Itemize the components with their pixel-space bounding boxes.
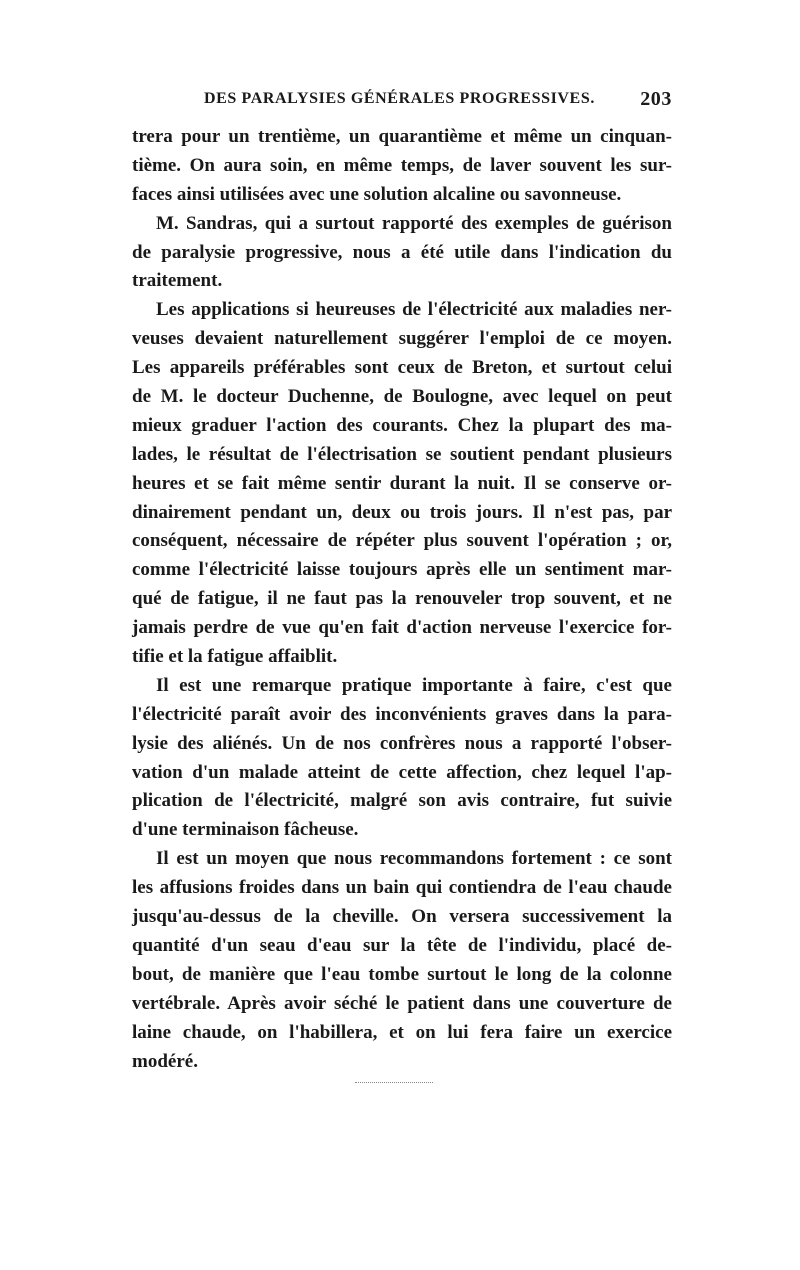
text-line: veuses devaient naturellement suggérer l'emploi de ce moyen. bbox=[132, 328, 672, 350]
text-line: plication de l'électricité, malgré son avis contraire, fut suivie bbox=[132, 790, 672, 812]
text-line: heures et se fait même sentir durant la nuit. Il se conserve or- bbox=[132, 472, 672, 494]
text-line: traitement. bbox=[132, 270, 223, 292]
text-line: jamais perdre de vue qu'en fait d'action nerveuse l'exercice for- bbox=[132, 617, 672, 639]
text-line: comme l'électricité laisse toujours après elle un sentiment mar- bbox=[132, 559, 672, 581]
page-number: 203 bbox=[640, 88, 672, 110]
text-line: d'une terminaison fâcheuse. bbox=[132, 819, 359, 841]
text-line: quantité d'un seau d'eau sur la tête de l'individu, placé de- bbox=[132, 934, 672, 956]
text-line: Les appareils préférables sont ceux de Breton, et surtout celui bbox=[132, 357, 672, 379]
text-line: M. Sandras, qui a surtout rapporté des exemples de guérison bbox=[156, 212, 672, 234]
text-line: les affusions froides dans un bain qui contiendra de l'eau chaude bbox=[132, 877, 672, 899]
text-line: Il est un moyen que nous recommandons fortement : ce sont bbox=[156, 848, 672, 870]
text-line: modéré. bbox=[132, 1050, 198, 1072]
text-line: conséquent, nécessaire de répéter plus souvent l'opération ; or, bbox=[132, 530, 672, 552]
text-line: vation d'un malade atteint de cette affection, chez lequel l'ap- bbox=[132, 761, 672, 783]
text-line: vertébrale. Après avoir séché le patient dans une couverture de bbox=[132, 992, 672, 1014]
text-line: lysie des aliénés. Un de nos confrères nous a rapporté l'obser- bbox=[132, 732, 672, 754]
text-line: tième. On aura soin, en même temps, de laver souvent les sur- bbox=[132, 154, 672, 176]
text-line: tifie et la fatigue affaiblit. bbox=[132, 646, 338, 668]
text-line: l'électricité paraît avoir des inconvénients graves dans la para- bbox=[132, 703, 672, 725]
text-line: de M. le docteur Duchenne, de Boulogne, avec lequel on peut bbox=[132, 386, 672, 408]
text-line: de paralysie progressive, nous a été utile dans l'indication du bbox=[132, 241, 672, 263]
text-line: dinairement pendant un, deux ou trois jours. Il n'est pas, par bbox=[132, 501, 672, 523]
text-line: lades, le résultat de l'électrisation se soutient pendant plusieurs bbox=[132, 443, 672, 465]
text-line: Les applications si heureuses de l'électricité aux maladies ner- bbox=[156, 299, 672, 321]
text-line: mieux graduer l'action des courants. Chez la plupart des ma- bbox=[132, 414, 672, 436]
text-line: faces ainsi utilisées avec une solution alcaline ou savonneuse. bbox=[132, 183, 622, 205]
text-line: bout, de manière que l'eau tombe surtout le long de la colonne bbox=[132, 963, 672, 985]
body-text bbox=[132, 123, 672, 1076]
text-line: trera pour un trentième, un quarantième et même un cinquan- bbox=[132, 126, 672, 147]
text-line: qué de fatigue, il ne faut pas la renouveler trop souvent, et ne bbox=[132, 588, 672, 610]
text-line: jusqu'au-dessus de la cheville. On versera successivement la bbox=[132, 906, 672, 928]
end-rule bbox=[355, 1082, 433, 1083]
text-line: Il est une remarque pratique importante à faire, c'est que bbox=[156, 674, 672, 696]
text-line: laine chaude, on l'habillera, et on lui fera faire un exercice bbox=[132, 1021, 672, 1043]
running-head-title: DES PARALYSIES GÉNÉRALES PROGRESSIVES. bbox=[204, 90, 595, 107]
